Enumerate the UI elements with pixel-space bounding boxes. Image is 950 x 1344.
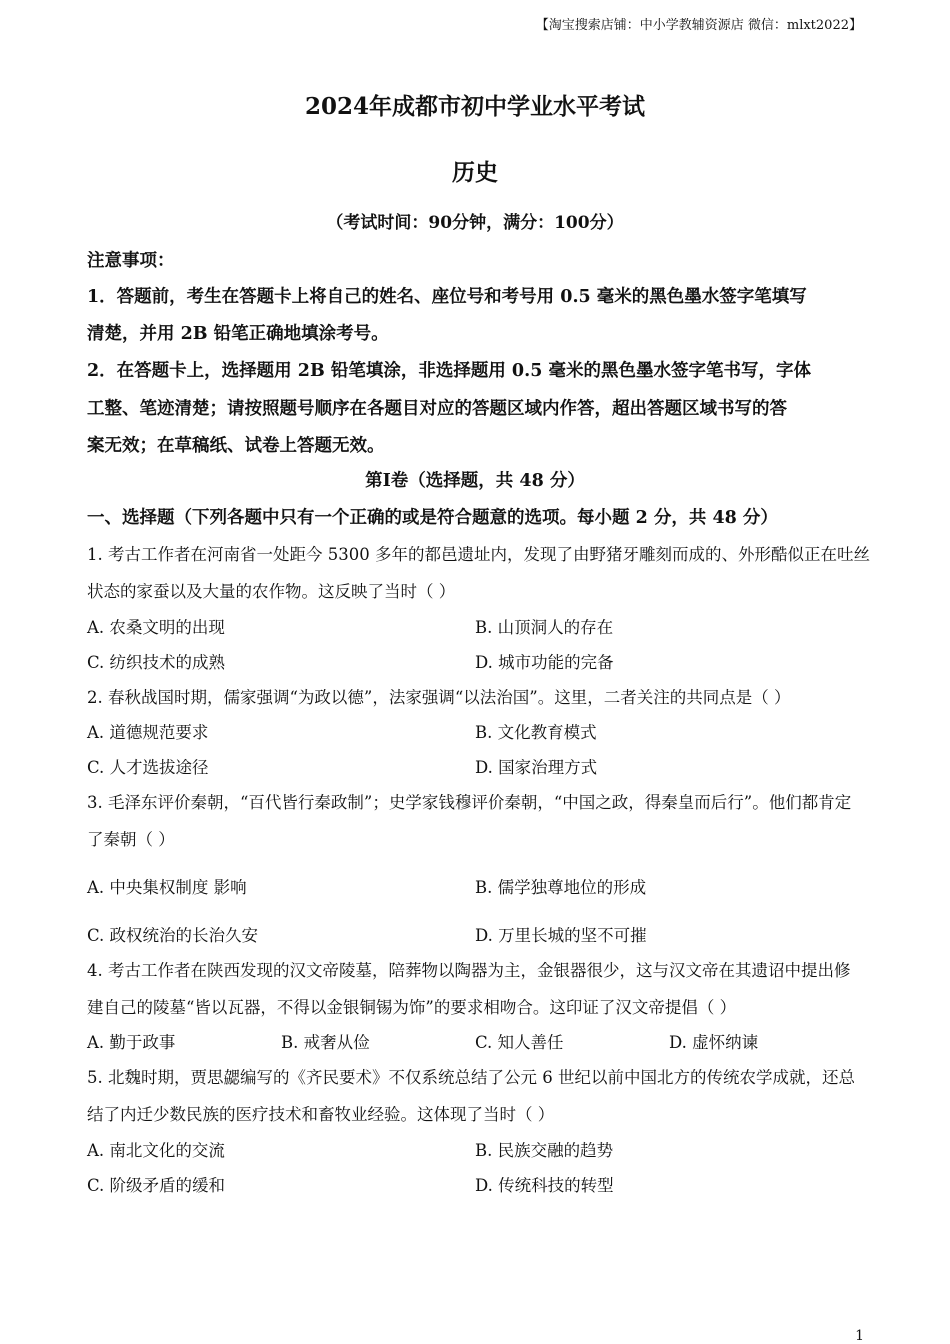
page-number: 1	[855, 1328, 864, 1344]
notice-line: 工整、笔迹清楚；请按照题号顺序在各题目对应的答题区域内作答，超出答题区域书写的答	[87, 399, 787, 419]
section-heading: 一、选择题（下列各题中只有一个正确的或是符合题意的选项。每小题 2 分，共 48 分）	[87, 508, 778, 528]
question-2-option-c: C. 人才选拔途径	[87, 758, 209, 777]
question-2-option-a: A. 道德规范要求	[87, 723, 209, 742]
header-note: 【淘宝搜索店铺：中小学教辅资源店 微信：mlxt2022】	[535, 18, 862, 33]
notice-line: 2．在答题卡上，选择题用 2B 铅笔填涂，非选择题用 0.5 毫米的黑色墨水签字笔书写，字体	[87, 361, 811, 381]
question-2-stem: 2. 春秋战国时期，儒家强调“为政以德”，法家强调“以法治国”。这里，二者关注的共同点是（ ）	[87, 688, 791, 707]
question-3-stem: 3. 毛泽东评价秦朝，“百代皆行秦政制”；史学家钱穆评价秦朝，“中国之政，得秦皇而后行”。他们都肯定	[87, 793, 852, 812]
question-4-stem: 4. 考古工作者在陕西发现的汉文帝陵墓，陪葬物以陶器为主，金银器很少，这与汉文帝在其遗诏中提出修	[87, 961, 851, 980]
question-5-option-a: A. 南北文化的交流	[87, 1141, 225, 1160]
question-1-option-b: B. 山顶洞人的存在	[475, 618, 614, 637]
question-1-option-a: A. 农桑文明的出现	[87, 618, 225, 637]
question-4-option-d: D. 虚怀纳谏	[669, 1033, 759, 1052]
question-2-option-d: D. 国家治理方式	[475, 758, 598, 777]
question-5-stem: 5. 北魏时期，贾思勰编写的《齐民要术》不仅系统总结了公元 6 世纪以前中国北方的传统农学成就，还总	[87, 1068, 855, 1087]
part-heading: 第Ⅰ卷（选择题，共 48 分）	[365, 471, 585, 491]
question-4-option-a: A. 勤于政事	[87, 1033, 176, 1052]
question-1-option-c: C. 纺织技术的成熟	[87, 653, 226, 672]
notice-line: 1．答题前，考生在答题卡上将自己的姓名、座位号和考号用 0.5 毫米的黑色墨水签字笔填写	[87, 287, 807, 307]
question-5-option-c: C. 阶级矛盾的缓和	[87, 1176, 226, 1195]
question-4-option-c: C. 知人善任	[475, 1033, 564, 1052]
question-4-stem: 建自己的陵墓“皆以瓦器，不得以金银铜锡为饰”的要求相吻合。这印证了汉文帝提倡（ ）	[87, 998, 737, 1017]
notice-heading: 注意事项：	[87, 251, 175, 271]
question-3-option-d: D. 万里长城的坚不可摧	[475, 926, 647, 945]
question-1-stem: 状态的家蚕以及大量的农作物。这反映了当时（ ）	[87, 582, 456, 601]
question-3-option-c: C. 政权统治的长治久安	[87, 926, 259, 945]
question-3-stem: 了秦朝（ ）	[87, 830, 175, 849]
question-1-stem: 1. 考古工作者在河南省一处距今 5300 多年的都邑遗址内，发现了由野猪牙雕刻而成的、外形酷似正在吐丝	[87, 545, 870, 564]
question-3-option-a: A. 中央集权制度 影响	[87, 878, 247, 897]
exam-body	[87, 0, 870, 1344]
subject-title: 历史	[452, 159, 498, 186]
question-3-option-b: B. 儒学独尊地位的形成	[475, 878, 647, 897]
question-1-option-d: D. 城市功能的完备	[475, 653, 614, 672]
notice-line: 清楚，并用 2B 铅笔正确地填涂考号。	[87, 324, 389, 344]
question-5-option-b: B. 民族交融的趋势	[475, 1141, 614, 1160]
exam-info: （考试时间：90分钟，满分：100分）	[326, 213, 624, 233]
question-2-option-b: B. 文化教育模式	[475, 723, 597, 742]
question-4-option-b: B. 戒奢从俭	[281, 1033, 370, 1052]
question-5-stem: 结了内迁少数民族的医疗技术和畜牧业经验。这体现了当时（ ）	[87, 1105, 555, 1124]
exam-title: 2024年成都市初中学业水平考试	[304, 93, 645, 120]
question-5-option-d: D. 传统科技的转型	[475, 1176, 614, 1195]
notice-line: 案无效；在草稿纸、试卷上答题无效。	[87, 436, 385, 456]
